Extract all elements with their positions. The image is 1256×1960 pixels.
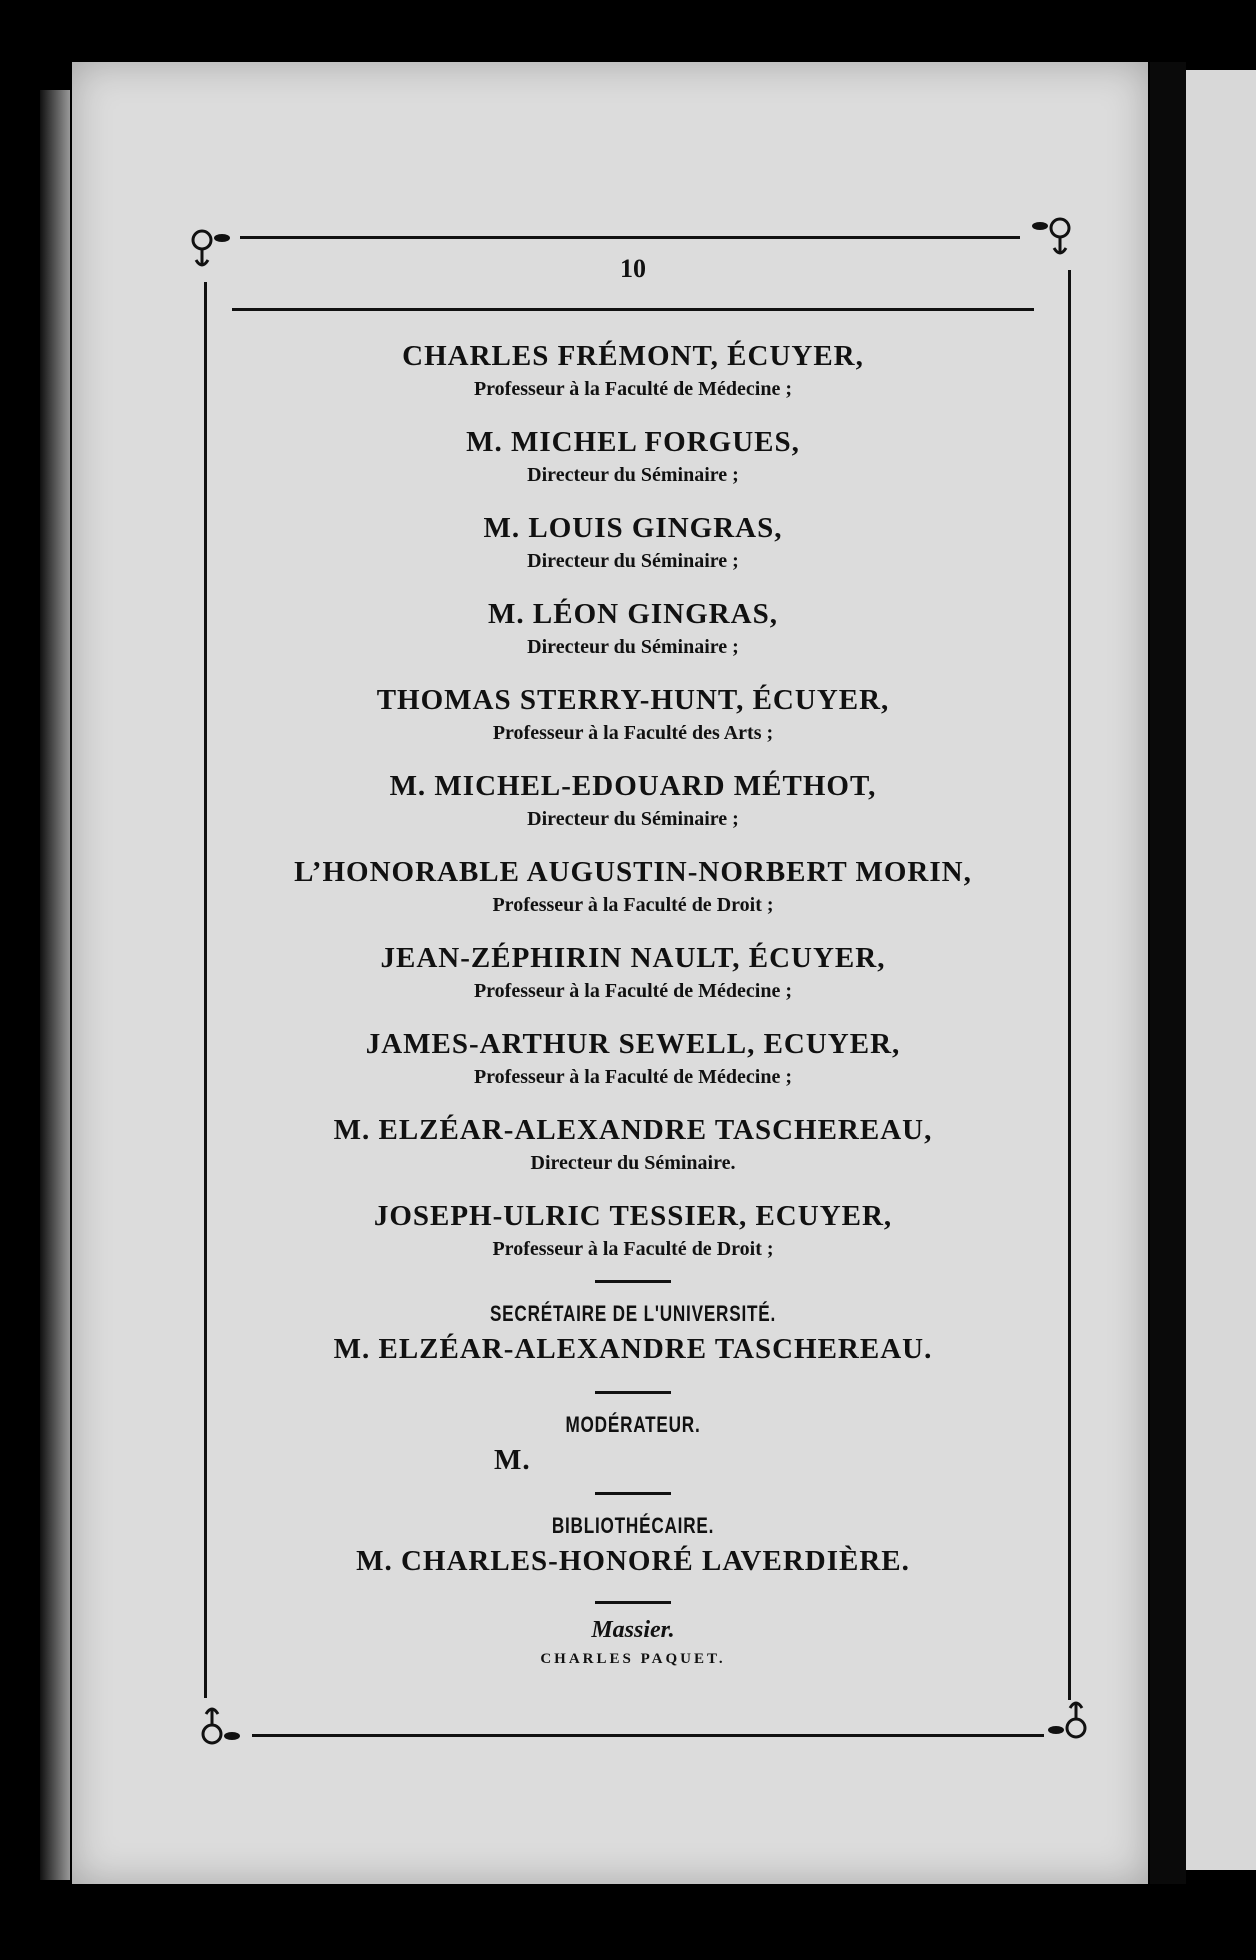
librarian-section (232, 1509, 1034, 1579)
member-entry (232, 682, 1034, 768)
massier-title: Massier. (591, 1617, 675, 1643)
section-divider (595, 1492, 671, 1495)
page-number: 10 (620, 254, 646, 283)
librarian-name: M. CHARLES-HONORÉ LAVERDIÈRE. (356, 1545, 910, 1577)
member-role: Professeur à la Faculté de Droit ; (492, 894, 774, 916)
member-entry (232, 1112, 1034, 1198)
member-role: Professeur à la Faculté de Médecine ; (473, 980, 793, 1002)
member-role: Directeur du Séminaire. (530, 1152, 736, 1174)
moderator-title: MODÉRATEUR. (565, 1412, 701, 1437)
frame-bottom-rule (252, 1734, 1044, 1737)
member-name: CHARLES FRÉMONT, ÉCUYER, (402, 340, 864, 372)
section-divider (595, 1280, 671, 1283)
librarian-title: BIBLIOTHÉCAIRE. (551, 1513, 715, 1538)
member-name: M. LOUIS GINGRAS, (483, 512, 783, 544)
member-role: Directeur du Séminaire ; (527, 464, 739, 486)
member-role: Directeur du Séminaire ; (527, 636, 739, 658)
member-name: JOSEPH-ULRIC TESSIER, ECUYER, (373, 1200, 893, 1232)
frame-right-rule (1068, 270, 1071, 1700)
member-entry (232, 768, 1034, 854)
member-name: JEAN-ZÉPHIRIN NAULT, ÉCUYER, (380, 942, 886, 974)
member-name: L’HONORABLE AUGUSTIN-NORBERT MORIN, (294, 856, 972, 888)
secretary-name: M. ELZÉAR-ALEXANDRE TASCHEREAU. (333, 1333, 933, 1365)
member-role: Professeur à la Faculté des Arts ; (492, 722, 774, 744)
secretary-section (232, 1297, 1034, 1367)
page-content (232, 240, 1034, 1700)
member-entry (232, 338, 1034, 424)
section-divider (595, 1601, 671, 1604)
member-role: Directeur du Séminaire ; (527, 550, 739, 572)
moderator-section (232, 1408, 1034, 1478)
member-entry (232, 940, 1034, 1026)
corner-ornament-top-left-icon (188, 226, 232, 270)
frame-top-rule (240, 236, 1020, 239)
member-name: M. MICHEL-EDOUARD MÉTHOT, (389, 770, 877, 802)
member-role: Professeur à la Faculté de Droit ; (492, 1238, 774, 1260)
corner-ornament-bottom-left-icon (198, 1704, 242, 1748)
member-entry (232, 1198, 1034, 1270)
book-spine (1150, 62, 1186, 1884)
corner-ornament-bottom-right-icon (1046, 1698, 1090, 1742)
member-entry (232, 596, 1034, 682)
member-entry (232, 510, 1034, 596)
member-role: Professeur à la Faculté de Médecine ; (473, 378, 793, 400)
member-entry (232, 424, 1034, 510)
member-name: JAMES-ARTHUR SEWELL, ECUYER, (365, 1028, 901, 1060)
member-role: Directeur du Séminaire ; (527, 808, 739, 830)
member-role: Professeur à la Faculté de Médecine ; (473, 1066, 793, 1088)
secretary-title: SECRÉTAIRE DE L'UNIVERSITÉ. (489, 1301, 777, 1326)
moderator-name: M. (494, 1444, 531, 1476)
corner-ornament-top-right-icon (1030, 214, 1074, 258)
member-entry (232, 854, 1034, 940)
member-list (232, 338, 1034, 1672)
massier-name: CHARLES PAQUET. (540, 1651, 726, 1667)
frame-left-rule (204, 282, 207, 1698)
massier-section (232, 1614, 1034, 1672)
section-divider (595, 1391, 671, 1394)
member-name: M. MICHEL FORGUES, (466, 426, 800, 458)
adjacent-page (1186, 70, 1256, 1870)
page-edge-left (40, 90, 70, 1880)
member-name: M. LÉON GINGRAS, (488, 598, 778, 630)
member-name: M. ELZÉAR-ALEXANDRE TASCHEREAU, (333, 1114, 933, 1146)
member-name: THOMAS STERRY-HUNT, ÉCUYER, (376, 684, 890, 716)
member-entry (232, 1026, 1034, 1112)
